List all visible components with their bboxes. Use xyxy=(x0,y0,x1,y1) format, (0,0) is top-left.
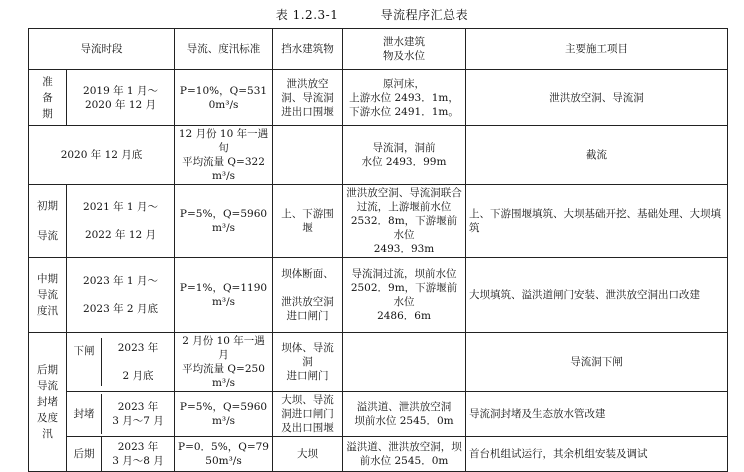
time-cell xyxy=(67,333,175,392)
discharge-cell xyxy=(343,333,466,392)
discharge-cell xyxy=(343,185,466,258)
time-line: 2023 年 xyxy=(117,342,159,354)
retaining-line: 堰 xyxy=(302,222,313,234)
standard-line: 2 月份 10 年一遇月 xyxy=(182,335,265,361)
time-line: 2023 年 2 月底 xyxy=(83,303,158,315)
standard-line: 平均流量 Q=322m³/s xyxy=(182,156,265,182)
stage-line: 中期 xyxy=(37,273,58,285)
time-cell xyxy=(67,392,175,437)
retaining-line: 大坝、导流 xyxy=(281,394,334,406)
retaining-cell xyxy=(273,258,343,333)
discharge-line: 过流，上游堰前水位 xyxy=(356,201,452,213)
discharge-line: 导流洞过流，坝前水位 xyxy=(351,268,457,280)
header-retaining: 挡水建筑物 xyxy=(273,29,343,70)
stage-line: 度汛 xyxy=(37,305,58,317)
works-cell: 截流 xyxy=(466,126,728,185)
diversion-table xyxy=(28,28,728,472)
header-period: 导流时段 xyxy=(29,29,175,70)
retaining-line: 进出口围堰 xyxy=(281,105,334,118)
table-number: 表 1.2.3-1 xyxy=(275,8,339,22)
retaining-line: 洞进口闸门 xyxy=(281,408,334,420)
discharge-line: 上游水位 2493．1m， xyxy=(349,91,459,104)
standard-cell: P=0．5%，Q=7950m³/s xyxy=(175,437,273,472)
standard-cell xyxy=(175,126,273,185)
header-row xyxy=(29,29,728,70)
discharge-line: 溢洪道、泄洪放空洞 xyxy=(356,401,452,413)
header-discharge-line2: 物及水位 xyxy=(383,50,425,62)
time-line: 2023 年 xyxy=(117,441,159,453)
stage-line: 封堵 xyxy=(37,396,58,408)
time-cell xyxy=(67,185,175,258)
header-discharge-line1: 泄水建筑 xyxy=(383,36,425,48)
time-cell: 2020 年 12 月底 xyxy=(29,126,175,185)
works-cell: 导流洞下闸 xyxy=(466,333,728,392)
discharge-cell xyxy=(343,70,466,126)
retaining-line: 进口闸门 xyxy=(286,310,329,322)
time-line: 2023 年 xyxy=(117,401,159,413)
retaining-line: 洞、导流洞 xyxy=(281,91,334,104)
discharge-cell xyxy=(343,126,466,185)
table-caption xyxy=(0,6,744,23)
standard-cell: P=5%，Q=5960m³/s xyxy=(175,185,273,258)
retaining-line: 泄洪放空 xyxy=(286,77,329,90)
discharge-line: 水位 2493．99m xyxy=(361,156,447,168)
table-row-late-plug xyxy=(29,392,728,437)
substage-label: 后期 xyxy=(67,437,102,471)
stage-cell xyxy=(29,185,67,258)
header-works: 主要施工项目 xyxy=(466,29,728,70)
works-cell: 泄洪放空洞、导流洞 xyxy=(466,70,728,126)
substage-time xyxy=(102,338,174,386)
time-line: 2021 年 1 月～ xyxy=(83,201,158,213)
retaining-line: 坝体、导流 xyxy=(281,342,334,354)
table-row-late-later xyxy=(29,437,728,472)
stage-line: 导流 xyxy=(37,380,58,392)
table-row-closure xyxy=(29,126,728,185)
retaining-line: 上、下游围 xyxy=(281,208,334,220)
time-cell xyxy=(67,258,175,333)
stage-line: 导流 xyxy=(37,289,58,301)
table-title: 导流程序汇总表 xyxy=(380,8,469,22)
retaining-line: 泄洪放空洞 xyxy=(281,296,334,308)
discharge-line: 2486．6m xyxy=(377,310,431,322)
discharge-line: 2493．93m xyxy=(373,243,435,255)
discharge-line: 泄洪放空洞、导流洞联合 xyxy=(346,187,462,199)
time-line: 2023 年 1 月～ xyxy=(83,275,158,287)
retaining-cell xyxy=(273,392,343,437)
retaining-cell xyxy=(273,70,343,126)
table-row-prep xyxy=(29,70,728,126)
substage-label: 下闸 xyxy=(67,338,102,386)
substage-time xyxy=(102,437,174,471)
discharge-line: 导流洞，洞前 xyxy=(372,142,436,154)
standard-cell xyxy=(175,333,273,392)
header-discharge xyxy=(343,29,466,70)
discharge-line: 2532．8m，下游堰前水位 xyxy=(350,215,458,241)
retaining-line: 及出口围堰 xyxy=(281,422,334,434)
time-line: 2020 年 12 月 xyxy=(84,98,157,111)
retaining-line: 进口闸门 xyxy=(286,370,329,382)
discharge-line: 前水位 2545．0m xyxy=(359,455,449,467)
standard-line: 12 月份 10 年一遇旬 xyxy=(178,128,269,154)
standard-cell: P=1%，Q=1190m³/s xyxy=(175,258,273,333)
retaining-cell xyxy=(273,333,343,392)
stage-line: 及度 xyxy=(37,412,58,424)
discharge-cell xyxy=(343,258,466,333)
works-cell: 导流洞封堵及生态放水管改建 xyxy=(466,392,728,437)
discharge-line: 原河床， xyxy=(383,77,425,90)
table-row-early xyxy=(29,185,728,258)
stage-line: 汛 xyxy=(42,428,53,440)
discharge-cell xyxy=(343,437,466,472)
discharge-line: 溢洪道、泄洪放空洞，坝 xyxy=(346,441,462,453)
retaining-cell xyxy=(273,185,343,258)
discharge-line: 坝前水位 2545．0m xyxy=(354,415,454,427)
time-line: 2019 年 1 月～ xyxy=(83,84,158,97)
table-row-late-gate xyxy=(29,333,728,392)
time-cell xyxy=(67,70,175,126)
stage-cell xyxy=(29,258,67,333)
stage-cell xyxy=(29,70,67,126)
stage-line: 初期 xyxy=(37,200,58,212)
stage-line: 导流 xyxy=(37,230,58,242)
stage-char: 期 xyxy=(42,107,53,120)
time-line: 3 月～8 月 xyxy=(112,455,164,467)
stage-cell xyxy=(29,333,67,472)
discharge-line: 2502．9m，下游堰前水位 xyxy=(350,282,458,308)
stage-line: 后期 xyxy=(37,364,58,376)
works-cell: 大坝填筑、溢洪道闸门安装、泄洪放空洞出口改建 xyxy=(466,258,728,333)
table-row-mid xyxy=(29,258,728,333)
retaining-cell xyxy=(273,126,343,185)
retaining-cell: 大坝 xyxy=(273,437,343,472)
discharge-line: 下游水位 2491．1m。 xyxy=(349,105,459,118)
works-cell: 首台机组试运行，其余机组安装及调试 xyxy=(466,437,728,472)
standard-line: 平均流量 Q=250m³/s xyxy=(182,363,265,389)
stage-char: 备 xyxy=(42,91,53,104)
retaining-line: 坝体断面、 xyxy=(281,268,334,280)
time-line: 2 月底 xyxy=(122,370,154,382)
substage-time xyxy=(102,394,174,434)
stage-char: 准 xyxy=(42,75,53,88)
time-line: 3 月～7 月 xyxy=(112,415,164,427)
retaining-line: 洞 xyxy=(302,356,313,368)
time-cell xyxy=(67,437,175,472)
standard-cell: P=10%，Q=5310m³/s xyxy=(175,70,273,126)
header-standard: 导流、度汛标准 xyxy=(175,29,273,70)
time-line: 2022 年 12 月 xyxy=(84,229,157,241)
discharge-cell xyxy=(343,392,466,437)
works-cell: 上、下游围堰填筑、大坝基础开挖、基础处理、大坝填筑 xyxy=(466,185,728,258)
standard-cell: P=5%，Q=5960m³/s xyxy=(175,392,273,437)
substage-label: 封堵 xyxy=(67,394,102,434)
